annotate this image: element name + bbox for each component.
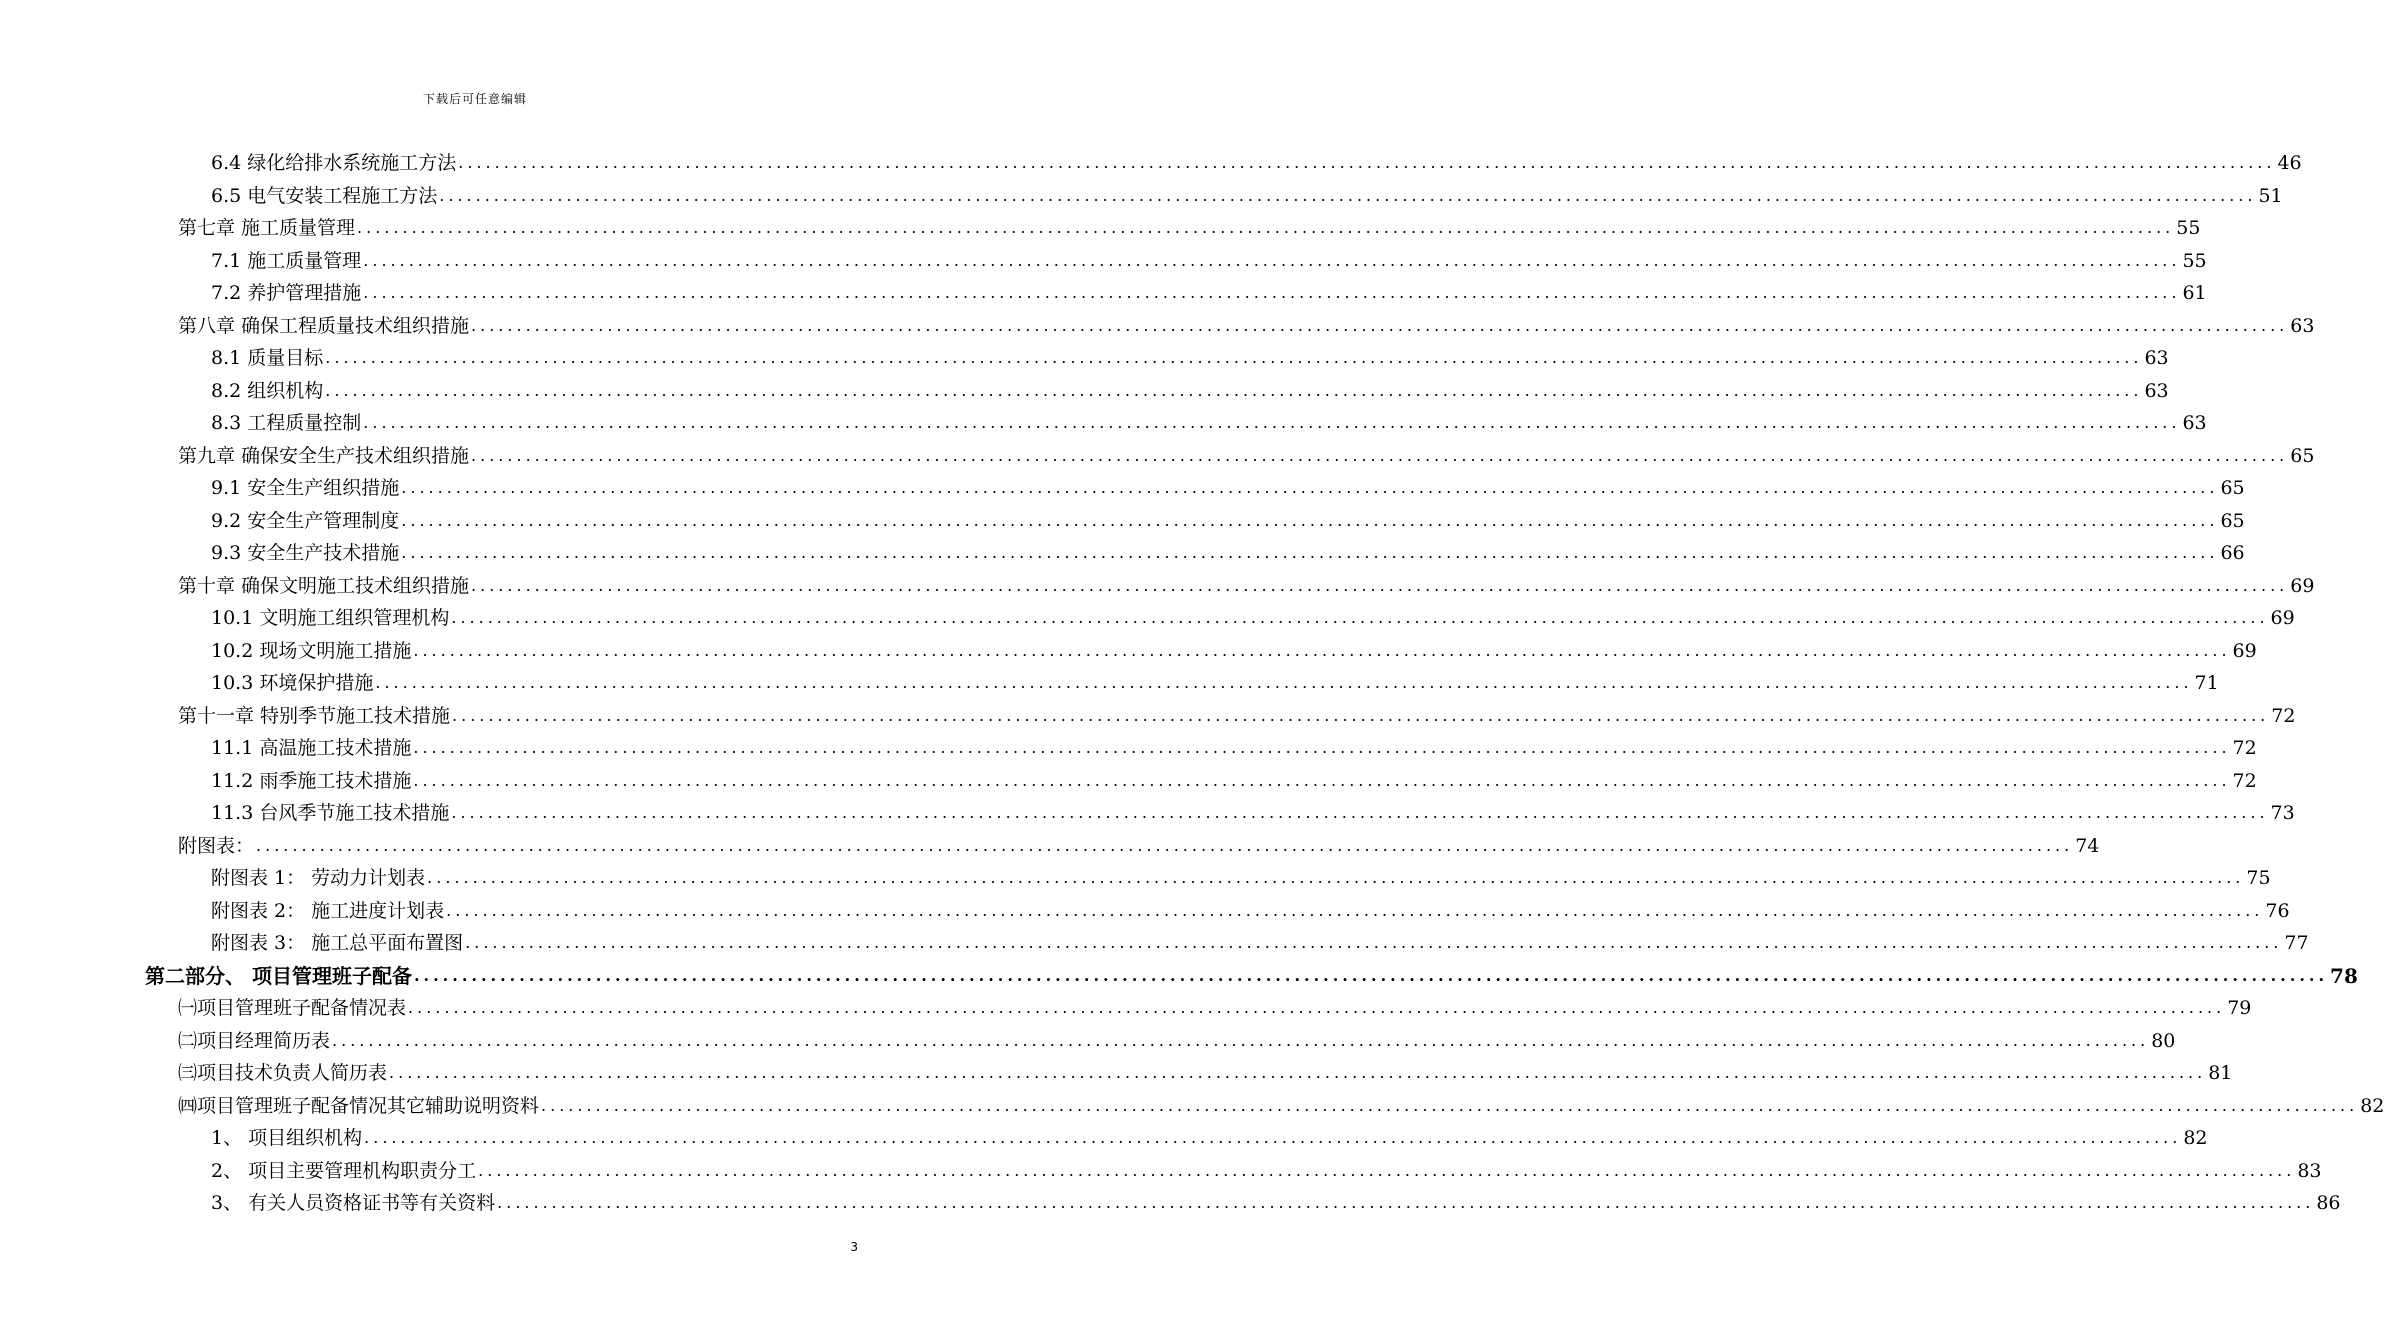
toc-entry-title: 附图表 3： 施工总平面布置图 — [211, 932, 464, 954]
toc-leader-dots: ........................................................................................................................................................................................................ — [427, 868, 2245, 887]
toc-entry-page: 63 — [2290, 314, 2315, 337]
toc-entry[interactable] — [178, 987, 2252, 1019]
toc-entry[interactable] — [211, 760, 2257, 792]
toc-entry-title: 第八章 确保工程质量技术组织措施 — [178, 314, 470, 337]
toc-entry-page: 46 — [2277, 152, 2302, 174]
toc-leader-dots: ........................................................................................................................................................................................................ — [471, 445, 2289, 465]
toc-entry-title: 2、 项目主要管理机构职责分工 — [211, 1159, 477, 1182]
toc-entry-page: 66 — [2220, 542, 2245, 564]
toc-leader-dots: ........................................................................................................................................................................................................ — [446, 900, 2264, 920]
toc-entry[interactable] — [211, 467, 2245, 499]
toc-leader-dots: ........................................................................................................................................................................................................ — [364, 1128, 2182, 1147]
toc-entry-title: 第十章 确保文明施工技术组织措施 — [178, 574, 470, 597]
toc-entry[interactable] — [178, 825, 2100, 857]
toc-leader-dots: ........................................................................................................................................................................................................ — [357, 218, 2175, 237]
toc-entry-page: 78 — [2330, 963, 2358, 988]
toc-leader-dots: ........................................................................................................................................................................................................ — [471, 315, 2289, 335]
toc-leader-dots: ........................................................................................................................................................................................................ — [451, 608, 2269, 627]
toc-leader-dots: ........................................................................................................................................................................................................ — [413, 965, 2329, 985]
toc-leader-dots: ........................................................................................................................................................................................................ — [375, 673, 2193, 692]
toc-entry-page: 72 — [2271, 704, 2296, 727]
toc-entry[interactable] — [178, 1085, 2384, 1117]
toc-entry[interactable] — [211, 532, 2245, 564]
toc-entry-title: 3、 有关人员资格证书等有关资料 — [211, 1192, 496, 1214]
toc-entry[interactable] — [145, 955, 2358, 988]
toc-entry-page: 73 — [2270, 802, 2295, 824]
toc-entry-title: 8.1 质量目标 — [211, 347, 324, 369]
toc-entry[interactable] — [211, 1182, 2341, 1214]
toc-entry-title: 1、 项目组织机构 — [211, 1127, 363, 1149]
toc-entry[interactable] — [211, 630, 2257, 662]
toc-entry-title: 7.1 施工质量管理 — [211, 249, 362, 272]
toc-leader-dots: ........................................................................................................................................................................................................ — [413, 738, 2231, 757]
toc-entry[interactable] — [211, 727, 2257, 759]
toc-entry-title: 9.2 安全生产管理制度 — [211, 509, 400, 532]
toc-entry-title: 9.3 安全生产技术措施 — [211, 542, 400, 564]
toc-leader-dots: ........................................................................................................................................................................................................ — [439, 185, 2257, 205]
toc-entry[interactable] — [211, 597, 2295, 629]
toc-entry-title: 8.2 组织机构 — [211, 379, 324, 402]
toc-entry-page: 55 — [2182, 249, 2207, 272]
toc-entry[interactable] — [211, 272, 2207, 304]
toc-entry[interactable] — [178, 1052, 2233, 1084]
toc-entry[interactable] — [211, 662, 2219, 694]
toc-entry-title: 附图表 1： 劳动力计划表 — [211, 867, 426, 889]
toc-entry-page: 82 — [2183, 1127, 2208, 1149]
toc-entry-page: 71 — [2194, 672, 2219, 694]
toc-entry-title: 7.2 养护管理措施 — [211, 282, 362, 304]
toc-entry-title: ㈡项目经理简历表 — [178, 1029, 331, 1052]
toc-entry-title: 附图表 2： 施工进度计划表 — [211, 899, 445, 922]
toc-entry-title: 11.2 雨季施工技术措施 — [211, 769, 412, 792]
toc-leader-dots: ........................................................................................................................................................................................................ — [389, 1063, 2207, 1082]
toc-leader-dots: ........................................................................................................................................................................................................ — [363, 250, 2181, 270]
toc-entry[interactable] — [211, 240, 2207, 272]
toc-entry[interactable] — [178, 1020, 2176, 1052]
toc-leader-dots: ........................................................................................................................................................................................................ — [458, 153, 2276, 172]
toc-entry-page: 81 — [2208, 1062, 2233, 1084]
toc-leader-dots: ........................................................................................................................................................................................................ — [363, 413, 2181, 432]
toc-entry-page: 69 — [2290, 574, 2315, 597]
toc-leader-dots: ........................................................................................................................................................................................................ — [451, 803, 2269, 822]
toc-entry-page: 69 — [2270, 607, 2295, 629]
toc-entry[interactable] — [178, 435, 2315, 467]
toc-entry-page: 77 — [2284, 932, 2309, 954]
toc-entry-title: 9.1 安全生产组织措施 — [211, 477, 400, 499]
page-header: 下载后可任意编辑 — [422, 92, 527, 106]
toc-entry-title: 第七章 施工质量管理 — [178, 217, 356, 239]
toc-leader-dots: ........................................................................................................................................................................................................ — [478, 1160, 2296, 1180]
toc-entry-title: 10.1 文明施工组织管理机构 — [211, 607, 450, 629]
toc-leader-dots: ........................................................................................................................................................................................................ — [325, 348, 2143, 367]
toc-entry-page: 51 — [2258, 184, 2283, 207]
toc-entry-page: 72 — [2232, 769, 2257, 792]
toc-entry[interactable] — [211, 175, 2283, 207]
toc-entry-page: 80 — [2151, 1029, 2176, 1052]
toc-entry-title: 10.2 现场文明施工措施 — [211, 639, 412, 662]
toc-entry-page: 63 — [2144, 379, 2169, 402]
toc-entry[interactable] — [178, 565, 2315, 597]
toc-entry-page: 65 — [2290, 444, 2315, 467]
toc-entry-page: 65 — [2220, 509, 2245, 532]
toc-entry-page: 79 — [2227, 997, 2252, 1019]
toc-entry[interactable] — [211, 792, 2295, 824]
toc-leader-dots: ........................................................................................................................................................................................................ — [401, 543, 2219, 562]
toc-entry-title: 第二部分、 项目管理班子配备 — [145, 963, 412, 988]
toc-leader-dots: ........................................................................................................................................................................................................ — [401, 510, 2219, 530]
toc-entry[interactable] — [211, 890, 2290, 922]
toc-entry-page: 61 — [2182, 282, 2207, 304]
toc-entry-page: 55 — [2176, 217, 2201, 239]
toc-entry-title: ㈠项目管理班子配备情况表 — [178, 997, 407, 1019]
toc-entry[interactable] — [178, 207, 2201, 239]
toc-entry-title: 10.3 环境保护措施 — [211, 672, 374, 694]
toc-entry-title: 6.5 电气安装工程施工方法 — [211, 184, 438, 207]
toc-entry-page: 72 — [2232, 737, 2257, 759]
toc-leader-dots: ........................................................................................................................................................................................................ — [541, 1095, 2359, 1115]
toc-entry-page: 65 — [2220, 477, 2245, 499]
toc-leader-dots: ........................................................................................................................................................................................................ — [452, 705, 2270, 725]
toc-entry-page: 75 — [2246, 867, 2271, 889]
toc-leader-dots: ........................................................................................................................................................................................................ — [497, 1193, 2315, 1212]
page-number: 3 — [850, 1240, 858, 1254]
toc-leader-dots: ........................................................................................................................................................................................................ — [363, 283, 2181, 302]
toc-entry[interactable] — [178, 305, 2315, 337]
toc-entry-title: ㈢项目技术负责人简历表 — [178, 1062, 388, 1084]
toc-entry-title: 11.1 高温施工技术措施 — [211, 737, 412, 759]
toc-leader-dots: ........................................................................................................................................................................................................ — [413, 770, 2231, 790]
toc-entry[interactable] — [211, 142, 2302, 174]
toc-entry-title: 附图表： — [178, 834, 255, 857]
toc-leader-dots: ........................................................................................................................................................................................................ — [465, 933, 2283, 952]
toc-entry-page: 83 — [2297, 1159, 2322, 1182]
toc-entry[interactable] — [211, 857, 2271, 889]
toc-entry-title: 11.3 台风季节施工技术措施 — [211, 802, 450, 824]
toc-leader-dots: ........................................................................................................................................................................................................ — [413, 640, 2231, 660]
toc-entry-title: ㈣项目管理班子配备情况其它辅助说明资料 — [178, 1094, 540, 1117]
toc-entry-page: 63 — [2182, 412, 2207, 434]
toc-leader-dots: ........................................................................................................................................................................................................ — [325, 380, 2143, 400]
toc-entry-title: 8.3 工程质量控制 — [211, 412, 362, 434]
toc-entry-title: 第九章 确保安全生产技术组织措施 — [178, 444, 470, 467]
toc-entry-page: 82 — [2360, 1094, 2384, 1117]
toc-entry-title: 第十一章 特别季节施工技术措施 — [178, 704, 451, 727]
toc-entry[interactable] — [211, 337, 2169, 369]
toc-entry[interactable] — [211, 922, 2309, 954]
toc-entry[interactable] — [211, 1117, 2208, 1149]
toc-entry-page: 74 — [2075, 834, 2100, 857]
toc-leader-dots: ........................................................................................................................................................................................................ — [408, 998, 2226, 1017]
toc-entry[interactable] — [211, 1150, 2322, 1182]
toc-entry[interactable] — [211, 500, 2245, 532]
toc-entry-page: 76 — [2265, 899, 2290, 922]
toc-entry-page: 69 — [2232, 639, 2257, 662]
toc-leader-dots: ........................................................................................................................................................................................................ — [471, 575, 2289, 595]
toc-entry-page: 63 — [2144, 347, 2169, 369]
toc-leader-dots: ........................................................................................................................................................................................................ — [256, 835, 2074, 855]
toc-leader-dots: ........................................................................................................................................................................................................ — [401, 478, 2219, 497]
toc-entry[interactable] — [211, 402, 2207, 434]
toc-entry[interactable] — [178, 695, 2296, 727]
toc-leader-dots: ........................................................................................................................................................................................................ — [332, 1030, 2150, 1050]
toc-entry-page: 86 — [2316, 1192, 2341, 1214]
toc-entry-title: 6.4 绿化给排水系统施工方法 — [211, 152, 457, 174]
toc-entry[interactable] — [211, 370, 2169, 402]
